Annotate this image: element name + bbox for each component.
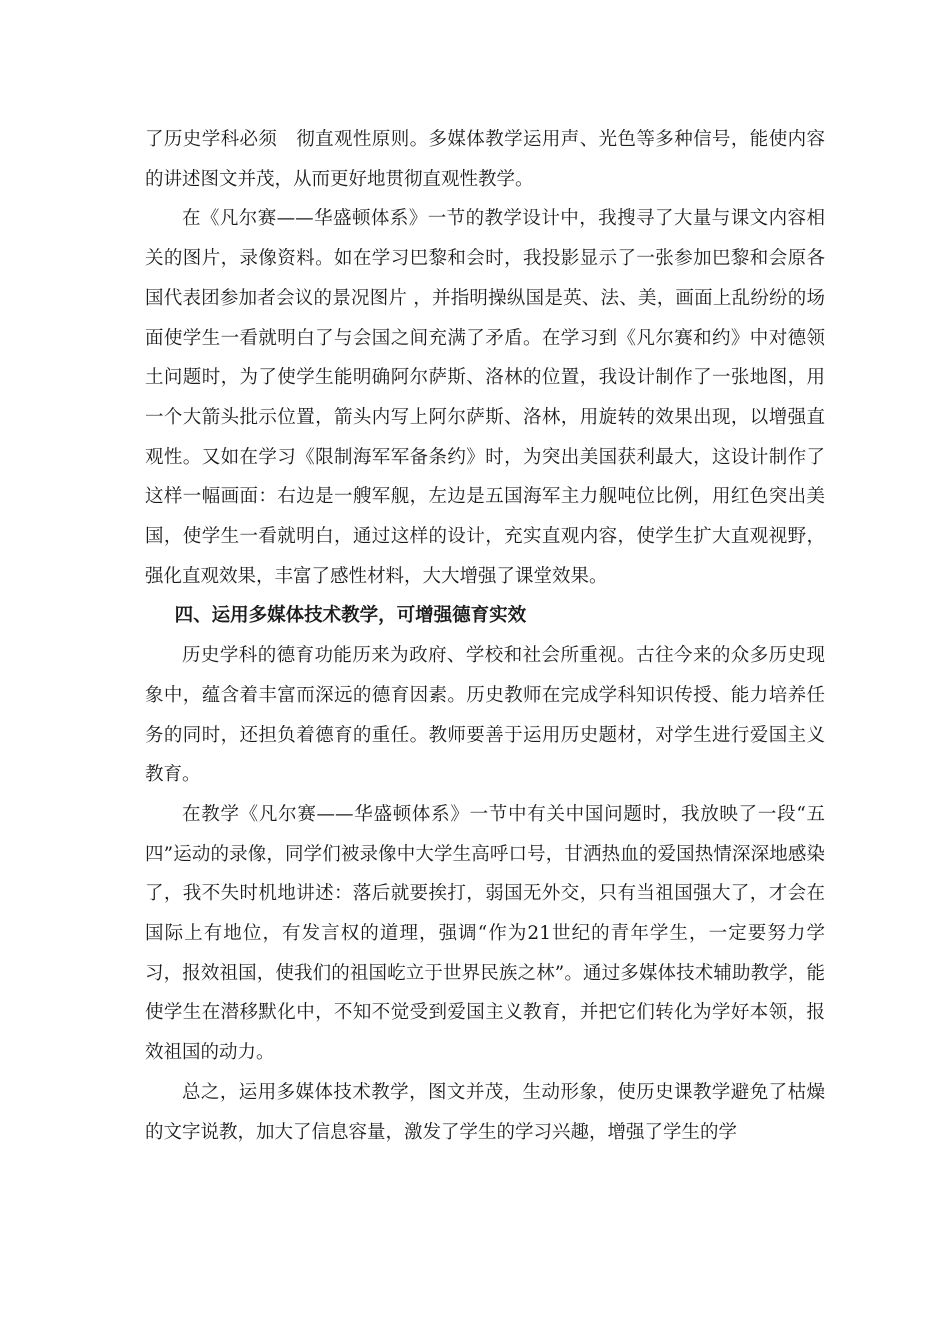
paragraph-versailles-visuals: 在《凡尔赛——华盛顿体系》一节的教学设计中，我搜寻了大量与课文内容相关的图片，录像资料。如在学习巴黎和会时，我投影显示了一张参加巴黎和会原各国代表团参加者会议的景况图片 ，并指明操纵国是英、法、美，画面上乱纷纷的场面使学生一看就明白了与会国之间充满了矛盾。在学习到《凡尔赛和约》中对德领土问题时，为了使学生能明确阿尔萨斯、洛林的位置，我设计制作了一张地图，用一个大箭头批示位置，箭头内写上阿尔萨斯、洛林，用旋转的效果出现，以增强直观性。又如在学习《限制海军军备条约》时，为突出美国获利最大，这设计制作了这样一幅画面：右边是一艘军舰，左边是五国海军主力舰吨位比例，用红色突出美国，使学生一看就明白，通过这样的设计，充实直观内容，使学生扩大直观视野，强化直观效果，丰富了感性材料，大大增强了课堂效果。: [145, 208, 825, 587]
paragraph-moral-education-function: 历史学科的德育功能历来为政府、学校和社会所重视。古往今来的众多历史现象中，蕴含着丰富而深远的德育因素。历史教师在完成学科知识传授、能力培养任务的同时，还担负着德育的重任。教师要善于运用历史题材，对学生进行爱国主义教育。: [145, 645, 825, 786]
paragraph-may-fourth-video: 在教学《凡尔赛——华盛顿体系》一节中有关中国问题时，我放映了一段“五四”运动的录像，同学们被录像中大学生高呼口号，甘洒热血的爱国热情深深地感染了，我不失时机地讲述：落后就要挨打，弱国无外交，只有当祖国强大了，才会在国际上有地位，有发言权的道理，强调“作为21世纪的青年学生，一定要努力学习，报效祖国，使我们的祖国屹立于世界民族之林”。通过多媒体技术辅助教学，能使学生在潜移默化中，不知不觉受到爱国主义教育，并把它们转化为学好本领，报效祖国的动力。: [145, 803, 825, 1064]
paragraph-conclusion: 总之，运用多媒体技术教学，图文并茂，生动形象，使历史课教学避免了枯燥的文字说教，加大了信息容量，激发了学生的学习兴趣，增强了学生的学: [145, 1081, 825, 1143]
section-heading-moral-education: 四、运用多媒体技术教学，可增强德育实效: [174, 605, 527, 627]
paragraph-continuation: 了历史学科必须 彻直观性原则。多媒体教学运用声、光色等多种信号，能使内容的讲述图文并茂，从而更好地贯彻直观性教学。: [145, 129, 825, 190]
document-body: [145, 120, 825, 1152]
